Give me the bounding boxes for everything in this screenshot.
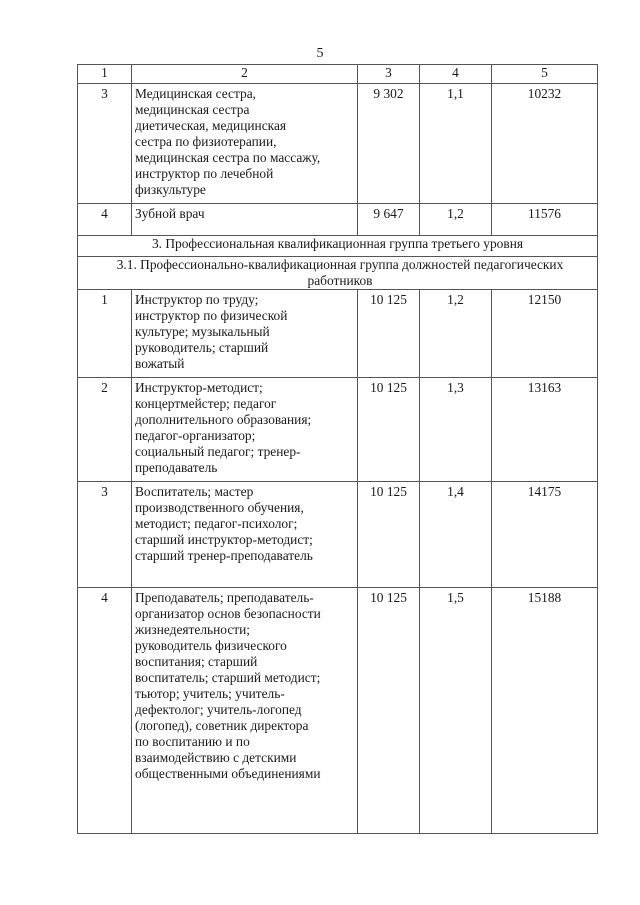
total-salary: 15188 (492, 588, 598, 834)
base-salary: 9 302 (358, 84, 420, 204)
subsection-header-row (78, 257, 598, 290)
base-salary: 10 125 (358, 588, 420, 834)
row-number: 1 (78, 290, 132, 378)
base-salary: 10 125 (358, 290, 420, 378)
section-title: 3. Профессиональная квалификационная группа третьего уровня (78, 236, 598, 257)
total-salary: 10232 (492, 84, 598, 204)
coefficient: 1,3 (420, 378, 492, 482)
base-salary: 10 125 (358, 482, 420, 588)
column-number: 1 (78, 65, 132, 84)
table-row (78, 84, 598, 204)
position-name: Воспитатель; мастер производственного обучения, методист; педагог-психолог; старший инструктор-методист; старший тренер-преподаватель (132, 482, 358, 588)
base-salary: 10 125 (358, 378, 420, 482)
section-header-row (78, 236, 598, 257)
total-salary: 12150 (492, 290, 598, 378)
position-name: Инструктор по труду; инструктор по физической культуре; музыкальный руководитель; старший вожатый (132, 290, 358, 378)
position-name: Медицинская сестра, медицинская сестра диетическая, медицинская сестра по физиотерапии, медицинская сестра по массажу, инструктор по лечебной физкультуре (132, 84, 358, 204)
salary-table (77, 64, 598, 834)
column-number: 5 (492, 65, 598, 84)
position-name: Инструктор-методист; концертмейстер; педагог дополнительного образования; педагог-организатор; социальный педагог; тренер- преподаватель (132, 378, 358, 482)
row-number: 3 (78, 84, 132, 204)
column-number: 2 (132, 65, 358, 84)
table-row (78, 204, 598, 236)
coefficient: 1,5 (420, 588, 492, 834)
table-row (78, 290, 598, 378)
column-number-row (78, 65, 598, 84)
table-row (78, 378, 598, 482)
coefficient: 1,2 (420, 204, 492, 236)
base-salary: 9 647 (358, 204, 420, 236)
row-number: 4 (78, 588, 132, 834)
row-number: 2 (78, 378, 132, 482)
coefficient: 1,2 (420, 290, 492, 378)
total-salary: 14175 (492, 482, 598, 588)
subsection-title: 3.1. Профессионально-квалификационная группа должностей педагогических работников (78, 257, 598, 290)
page-number: 5 (316, 46, 324, 61)
total-salary: 13163 (492, 378, 598, 482)
position-name: Преподаватель; преподаватель- организатор основ безопасности жизнедеятельности; руководитель физического воспитания; старший воспитатель; старший методист; тьютор; учитель; учитель- дефектолог; учитель-логопед (логопед), советник директора по воспитанию и по взаимодействию с детскими общественными объединениями (132, 588, 358, 834)
row-number: 3 (78, 482, 132, 588)
coefficient: 1,4 (420, 482, 492, 588)
table-row (78, 482, 598, 588)
coefficient: 1,1 (420, 84, 492, 204)
row-number: 4 (78, 204, 132, 236)
table-row (78, 588, 598, 834)
column-number: 3 (358, 65, 420, 84)
total-salary: 11576 (492, 204, 598, 236)
column-number: 4 (420, 65, 492, 84)
position-name: Зубной врач (132, 204, 358, 236)
